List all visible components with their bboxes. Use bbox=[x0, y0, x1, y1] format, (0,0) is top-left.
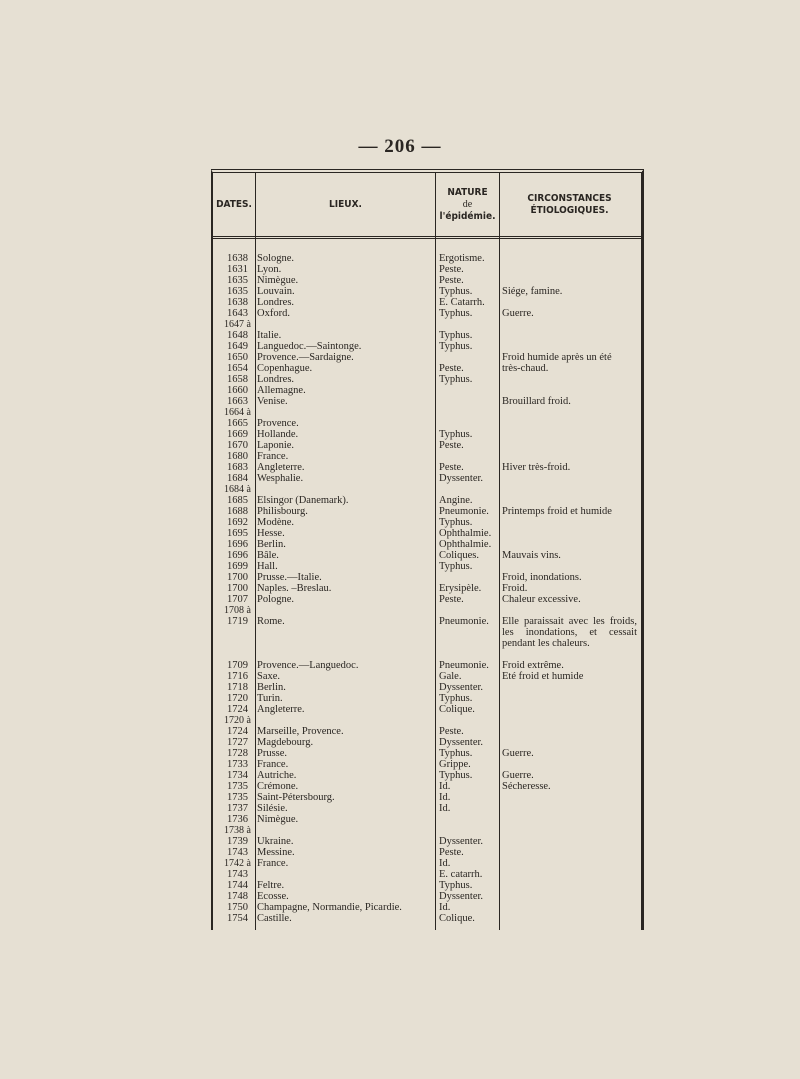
nature-cell: Gale. bbox=[439, 671, 462, 682]
nature-cell: Typhus. bbox=[439, 517, 473, 528]
date-cell: 1707 bbox=[227, 594, 248, 605]
place-cell: Provence.—Languedoc. bbox=[257, 660, 359, 671]
date-cell: 1665 bbox=[227, 418, 248, 429]
date-cell: 1719 bbox=[227, 616, 248, 627]
date-cell: 1735 bbox=[227, 781, 248, 792]
date-cell: 1684 bbox=[227, 473, 248, 484]
date-cell: 1744 bbox=[227, 880, 248, 891]
date-cell: 1754 bbox=[227, 913, 248, 924]
nature-cell: Id. bbox=[439, 792, 451, 803]
circumstance-cell: Chaleur excessive. bbox=[502, 594, 581, 605]
date-range-start: 1742 à bbox=[224, 858, 251, 869]
table-row bbox=[213, 814, 641, 825]
table-row bbox=[213, 594, 641, 605]
date-cell: 1727 bbox=[227, 737, 248, 748]
date-cell: 1643 bbox=[227, 308, 248, 319]
date-cell: 1724 bbox=[227, 726, 248, 737]
date-cell: 1718 bbox=[227, 682, 248, 693]
table-row bbox=[213, 803, 641, 814]
circumstance-cell: Hiver très-froid. bbox=[502, 462, 571, 473]
nature-cell: Pneumonie. bbox=[439, 616, 489, 627]
place-cell: France. bbox=[257, 759, 289, 770]
place-cell: Copenhague. bbox=[257, 363, 313, 374]
nature-cell: Grippe. bbox=[439, 759, 471, 770]
date-cell: 1685 bbox=[227, 495, 248, 506]
circumstance-cell: Printemps froid et humide bbox=[502, 506, 612, 517]
nature-cell: Typhus. bbox=[439, 880, 473, 891]
table-row bbox=[213, 495, 641, 506]
nature-cell: Peste. bbox=[439, 462, 464, 473]
place-cell: Londres. bbox=[257, 297, 295, 308]
table-row bbox=[213, 286, 641, 297]
nature-cell: Dyssenter. bbox=[439, 836, 484, 847]
header-nature-line2: de bbox=[462, 198, 473, 210]
table-row bbox=[213, 682, 641, 693]
date-cell: 1648 bbox=[227, 330, 248, 341]
place-cell: Hollande. bbox=[257, 429, 299, 440]
nature-cell: Id. bbox=[439, 902, 451, 913]
place-cell: Prusse. bbox=[257, 748, 288, 759]
nature-cell: Typhus. bbox=[439, 693, 473, 704]
nature-cell: Ophthalmie. bbox=[439, 539, 492, 550]
table-row bbox=[213, 330, 641, 341]
nature-cell: Peste. bbox=[439, 594, 464, 605]
nature-cell: Typhus. bbox=[439, 341, 473, 352]
circumstance-cell: Siége, famine. bbox=[502, 286, 563, 297]
page-number: — 206 — bbox=[358, 136, 442, 157]
table-row bbox=[213, 528, 641, 539]
nature-cell: Typhus. bbox=[439, 308, 473, 319]
date-cell: 1720 bbox=[227, 693, 248, 704]
place-cell: France. bbox=[257, 858, 289, 869]
place-cell: Saxe. bbox=[257, 671, 281, 682]
date-range-start-row bbox=[213, 407, 641, 418]
circumstance-cell: Sécheresse. bbox=[502, 781, 551, 792]
place-cell: Philisbourg. bbox=[257, 506, 308, 517]
table-row bbox=[213, 396, 641, 407]
date-range-start: 1684 à bbox=[224, 484, 251, 495]
place-cell: Venise. bbox=[257, 396, 288, 407]
table-row bbox=[213, 781, 641, 792]
date-cell: 1638 bbox=[227, 253, 248, 264]
date-cell: 1743 bbox=[227, 869, 248, 880]
nature-cell: Typhus. bbox=[439, 429, 473, 440]
date-range-start-row bbox=[213, 825, 641, 836]
place-cell: Nimègue. bbox=[257, 275, 299, 286]
table-row bbox=[213, 275, 641, 286]
place-cell: Provence.—Sardaigne. bbox=[257, 352, 354, 363]
nature-cell: Peste. bbox=[439, 363, 464, 374]
place-cell: Hesse. bbox=[257, 528, 285, 539]
table-row bbox=[213, 341, 641, 352]
nature-cell: Typhus. bbox=[439, 286, 473, 297]
nature-cell: Coliques. bbox=[439, 550, 479, 561]
date-cell: 1734 bbox=[227, 770, 248, 781]
table-row bbox=[213, 352, 641, 363]
date-cell: 1737 bbox=[227, 803, 248, 814]
nature-cell: Dyssenter. bbox=[439, 682, 484, 693]
place-cell: Lyon. bbox=[257, 264, 282, 275]
date-cell: 1739 bbox=[227, 836, 248, 847]
table-row bbox=[213, 462, 641, 473]
table-row bbox=[213, 726, 641, 737]
circumstance-cell: Froid extrême. bbox=[502, 660, 564, 671]
place-cell: Prusse.—Italie. bbox=[257, 572, 322, 583]
date-cell: 1654 bbox=[227, 363, 248, 374]
date-cell: 1700 bbox=[227, 583, 248, 594]
place-cell: Saint-Pétersbourg. bbox=[257, 792, 335, 803]
place-cell: Castille. bbox=[257, 913, 292, 924]
nature-cell: Pneumonie. bbox=[439, 506, 489, 517]
date-cell: 1728 bbox=[227, 748, 248, 759]
table-row bbox=[213, 902, 641, 913]
date-cell: 1670 bbox=[227, 440, 248, 451]
date-range-start: 1738 à bbox=[224, 825, 251, 836]
header-nature-line3: l'épidémie. bbox=[439, 210, 496, 222]
date-cell: 1724 bbox=[227, 704, 248, 715]
nature-cell: Dyssenter. bbox=[439, 473, 484, 484]
date-range-start-row bbox=[213, 319, 641, 330]
date-cell: 1696 bbox=[227, 550, 248, 561]
table-row bbox=[213, 539, 641, 550]
nature-cell: Peste. bbox=[439, 847, 464, 858]
header-circonstances bbox=[500, 173, 639, 236]
place-cell: Magdebourg. bbox=[257, 737, 314, 748]
place-cell: Laponie. bbox=[257, 440, 295, 451]
date-cell: 1748 bbox=[227, 891, 248, 902]
circumstance-cell: Froid humide après un été bbox=[502, 352, 612, 363]
place-cell: Marseille, Provence. bbox=[257, 726, 344, 737]
table-row bbox=[213, 693, 641, 704]
place-cell: Languedoc.—Saintonge. bbox=[257, 341, 362, 352]
nature-cell: Pneumonie. bbox=[439, 660, 489, 671]
place-cell: Pologne. bbox=[257, 594, 295, 605]
place-cell: Champagne, Normandie, Picardie. bbox=[257, 902, 402, 913]
date-range-start: 1708 à bbox=[224, 605, 251, 616]
nature-cell: Ergotisme. bbox=[439, 253, 485, 264]
date-cell: 1695 bbox=[227, 528, 248, 539]
date-cell: 1709 bbox=[227, 660, 248, 671]
table-row bbox=[213, 418, 641, 429]
table-row bbox=[213, 440, 641, 451]
nature-cell: Typhus. bbox=[439, 330, 473, 341]
table-row bbox=[213, 704, 641, 715]
table-row bbox=[213, 517, 641, 528]
nature-cell: Colique. bbox=[439, 913, 475, 924]
table-row bbox=[213, 792, 641, 803]
nature-cell: Typhus. bbox=[439, 374, 473, 385]
nature-cell: Angine. bbox=[439, 495, 473, 506]
date-cell: 1750 bbox=[227, 902, 248, 913]
date-cell: 1733 bbox=[227, 759, 248, 770]
circumstance-cell: Froid, inondations. bbox=[502, 572, 582, 583]
date-cell: 1650 bbox=[227, 352, 248, 363]
table-row bbox=[213, 759, 641, 770]
table-row bbox=[213, 891, 641, 902]
table-row bbox=[213, 473, 641, 484]
date-cell: 1658 bbox=[227, 374, 248, 385]
date-cell: 1743 bbox=[227, 847, 248, 858]
place-cell: Sologne. bbox=[257, 253, 295, 264]
place-cell: Berlin. bbox=[257, 682, 286, 693]
date-cell: 1683 bbox=[227, 462, 248, 473]
date-range-start: 1664 à bbox=[224, 407, 251, 418]
nature-cell: Id. bbox=[439, 803, 451, 814]
table-row bbox=[213, 880, 641, 891]
table-row bbox=[213, 550, 641, 561]
header-circonstances-label: CIRCONSTANCES ÉTIOLOGIQUES. bbox=[527, 192, 612, 216]
date-cell: 1696 bbox=[227, 539, 248, 550]
date-cell: 1692 bbox=[227, 517, 248, 528]
table-row bbox=[213, 869, 641, 880]
table-row bbox=[213, 671, 641, 682]
circumstance-cell: Guerre. bbox=[502, 770, 534, 781]
table-row bbox=[213, 616, 641, 660]
place-cell: Crémone. bbox=[257, 781, 299, 792]
table-row bbox=[213, 737, 641, 748]
circumstance-cell: Guerre. bbox=[502, 308, 534, 319]
table-row bbox=[213, 836, 641, 847]
date-cell: 1700 bbox=[227, 572, 248, 583]
place-cell: Modène. bbox=[257, 517, 295, 528]
table-row bbox=[213, 385, 641, 396]
date-cell: 1663 bbox=[227, 396, 248, 407]
place-cell: Autriche. bbox=[257, 770, 297, 781]
date-range-start-row bbox=[213, 484, 641, 495]
place-cell: Angleterre. bbox=[257, 704, 305, 715]
date-cell: 1669 bbox=[227, 429, 248, 440]
date-cell: 1716 bbox=[227, 671, 248, 682]
table-row bbox=[213, 297, 641, 308]
epidemics-table bbox=[211, 169, 644, 930]
place-cell: Feltre. bbox=[257, 880, 285, 891]
place-cell: Nimègue. bbox=[257, 814, 299, 825]
header-nature bbox=[436, 173, 499, 236]
place-cell: Elsingor (Danemark). bbox=[257, 495, 349, 506]
nature-cell: Peste. bbox=[439, 726, 464, 737]
table-row bbox=[213, 506, 641, 517]
place-cell: Allemagne. bbox=[257, 385, 306, 396]
table-row bbox=[213, 847, 641, 858]
nature-cell: Peste. bbox=[439, 264, 464, 275]
place-cell: Bâle. bbox=[257, 550, 279, 561]
place-cell: Angleterre. bbox=[257, 462, 305, 473]
table-row bbox=[213, 913, 641, 924]
nature-cell: E. catarrh. bbox=[439, 869, 483, 880]
place-cell: Londres. bbox=[257, 374, 295, 385]
table-row bbox=[213, 451, 641, 462]
table-row bbox=[213, 561, 641, 572]
date-range-start-row bbox=[213, 858, 641, 869]
nature-cell: E. Catarrh. bbox=[439, 297, 485, 308]
table-row bbox=[213, 363, 641, 374]
date-cell: 1638 bbox=[227, 297, 248, 308]
place-cell: Hall. bbox=[257, 561, 278, 572]
place-cell: Italie. bbox=[257, 330, 282, 341]
date-cell: 1735 bbox=[227, 792, 248, 803]
circumstance-cell: Froid. bbox=[502, 583, 528, 594]
table-row bbox=[213, 264, 641, 275]
circumstance-cell: Mauvais vins. bbox=[502, 550, 561, 561]
header-nature-line1: NATURE bbox=[447, 186, 488, 198]
place-cell: Provence. bbox=[257, 418, 299, 429]
date-range-start: 1720 à bbox=[224, 715, 251, 726]
header-rule bbox=[213, 236, 641, 239]
table-row bbox=[213, 770, 641, 781]
place-cell: Oxford. bbox=[257, 308, 290, 319]
place-cell: Rome. bbox=[257, 616, 285, 627]
date-cell: 1736 bbox=[227, 814, 248, 825]
nature-cell: Colique. bbox=[439, 704, 475, 715]
place-cell: Naples. –Breslau. bbox=[257, 583, 332, 594]
nature-cell: Erysipèle. bbox=[439, 583, 482, 594]
nature-cell: Peste. bbox=[439, 275, 464, 286]
circumstance-cell: Eté froid et humide bbox=[502, 671, 584, 682]
circumstance-cell: Elle paraissait avec les froids, les inondations, et cessait pendant les chaleurs. bbox=[502, 616, 637, 649]
date-range-start-row bbox=[213, 605, 641, 616]
table-row bbox=[213, 660, 641, 671]
date-cell: 1635 bbox=[227, 275, 248, 286]
table-row bbox=[213, 583, 641, 594]
table-row bbox=[213, 572, 641, 583]
date-range-start-row bbox=[213, 715, 641, 726]
place-cell: Silésie. bbox=[257, 803, 288, 814]
nature-cell: Typhus. bbox=[439, 748, 473, 759]
place-cell: Wesphalie. bbox=[257, 473, 304, 484]
date-cell: 1680 bbox=[227, 451, 248, 462]
place-cell: France. bbox=[257, 451, 289, 462]
place-cell: Messine. bbox=[257, 847, 295, 858]
table-row bbox=[213, 253, 641, 264]
header-dates-label: DATES. bbox=[216, 198, 252, 210]
date-cell: 1688 bbox=[227, 506, 248, 517]
header-dates bbox=[213, 173, 255, 236]
circumstance-cell: très-chaud. bbox=[502, 363, 549, 374]
nature-cell: Dyssenter. bbox=[439, 737, 484, 748]
table-row bbox=[213, 308, 641, 319]
nature-cell: Typhus. bbox=[439, 561, 473, 572]
nature-cell: Id. bbox=[439, 858, 451, 869]
header-lieux bbox=[256, 173, 435, 236]
place-cell: Ecosse. bbox=[257, 891, 289, 902]
table-row bbox=[213, 748, 641, 759]
nature-cell: Id. bbox=[439, 781, 451, 792]
date-cell: 1699 bbox=[227, 561, 248, 572]
table-row bbox=[213, 429, 641, 440]
table-row bbox=[213, 374, 641, 385]
date-cell: 1631 bbox=[227, 264, 248, 275]
circumstance-cell: Brouillard froid. bbox=[502, 396, 571, 407]
place-cell: Louvain. bbox=[257, 286, 295, 297]
date-range-start: 1647 à bbox=[224, 319, 251, 330]
date-cell: 1635 bbox=[227, 286, 248, 297]
place-cell: Berlin. bbox=[257, 539, 286, 550]
header-lieux-label: LIEUX. bbox=[329, 198, 362, 210]
nature-cell: Dyssenter. bbox=[439, 891, 484, 902]
nature-cell: Typhus. bbox=[439, 770, 473, 781]
date-cell: 1649 bbox=[227, 341, 248, 352]
nature-cell: Peste. bbox=[439, 440, 464, 451]
place-cell: Ukraine. bbox=[257, 836, 294, 847]
place-cell: Turin. bbox=[257, 693, 283, 704]
nature-cell: Ophthalmie. bbox=[439, 528, 492, 539]
date-cell: 1660 bbox=[227, 385, 248, 396]
circumstance-cell: Guerre. bbox=[502, 748, 534, 759]
